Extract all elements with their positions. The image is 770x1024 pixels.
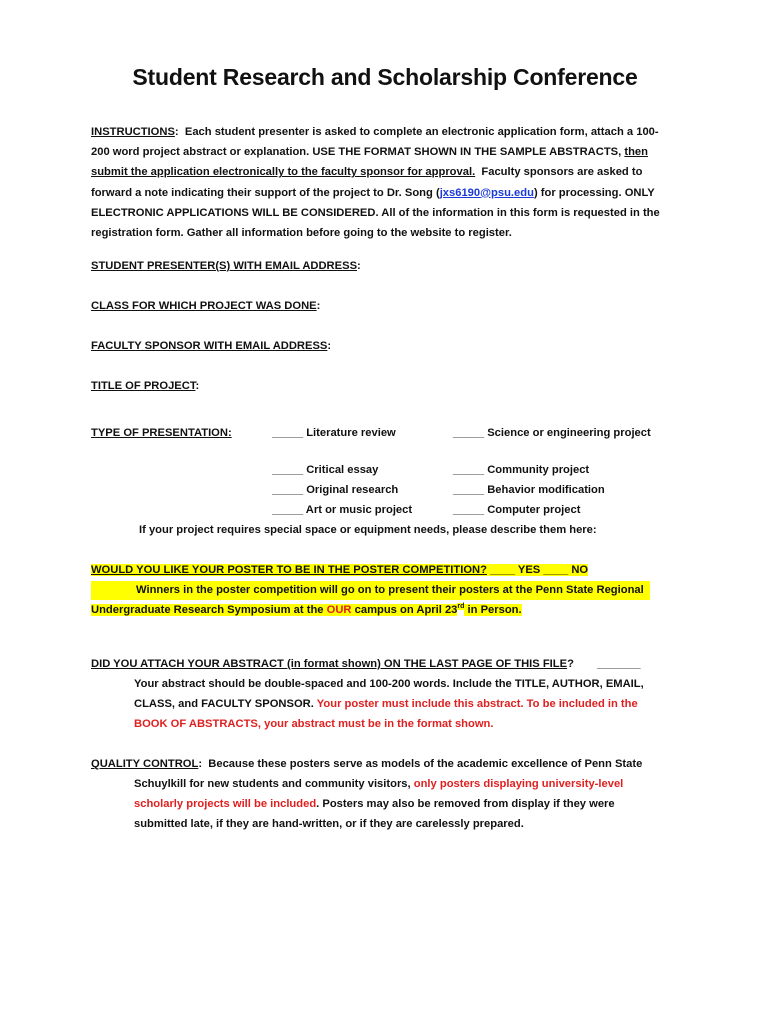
project-title-label-text: TITLE OF PROJECT — [91, 380, 196, 392]
instructions-line4-end: ) for processing. ONLY — [533, 186, 655, 199]
winners-line2-start: Undergraduate Research Symposium at the — [91, 604, 327, 616]
option-original-research[interactable]: _____ Original research — [272, 484, 399, 496]
project-title-field-label — [91, 376, 199, 396]
winners-line2-mid: campus on April 23 — [351, 604, 458, 616]
presenter-field-label — [91, 256, 361, 276]
page-title: Student Research and Scholarship Conference — [132, 64, 638, 90]
instructions-section — [91, 122, 660, 243]
abstract-line3: BOOK OF ABSTRACTS, your abstract must be in the format shown. — [134, 718, 494, 731]
winners-sup: rd — [457, 603, 465, 611]
class-field-label — [91, 296, 320, 316]
sponsor-field-label — [91, 336, 331, 356]
abstract-qmark: ? — [567, 658, 574, 670]
option-science-engineering[interactable]: _____ Science or engineering project — [453, 427, 651, 439]
option-critical-essay[interactable]: _____ Critical essay — [272, 464, 379, 476]
option-behavior-modification[interactable]: _____ Behavior modification — [453, 484, 605, 496]
abstract-line1: Your abstract should be double-spaced and 100-200 words. Include the TITLE, AUTHOR, EMAIL, — [134, 678, 644, 690]
winners-line2-end: in Person. — [464, 604, 522, 616]
instructions-then: then — [624, 146, 648, 159]
sponsor-email-link[interactable]: jxs6190@psu.edu — [439, 186, 534, 199]
option-community-project[interactable]: _____ Community project — [453, 464, 590, 476]
quality-control-row — [91, 754, 642, 774]
presenter-label-text: STUDENT PRESENTER(S) WITH EMAIL ADDRESS — [91, 260, 358, 272]
abstract-question: DID YOU ATTACH YOUR ABSTRACT (in format shown) ON THE LAST PAGE OF THIS FILE — [91, 658, 568, 670]
instructions-line3-underlined: submit the application electronically to the faculty sponsor for approval. — [91, 166, 476, 179]
winners-our: OUR — [326, 604, 352, 616]
instructions-line5: ELECTRONIC APPLICATIONS WILL BE CONSIDERED. All of the information in this form is requested in the — [91, 206, 660, 219]
instructions-line1: Each student presenter is asked to complete an electronic application form, attach a 100- — [184, 126, 659, 138]
poster-competition-question: WOULD YOU LIKE YOUR POSTER TO BE IN THE POSTER COMPETITION? — [91, 564, 487, 576]
quality-line2: Schuylkill for new students and community visitors, — [134, 778, 414, 790]
presentation-type-label: TYPE OF PRESENTATION: — [91, 427, 232, 439]
abstract-line2: CLASS, and FACULTY SPONSOR. — [134, 698, 317, 711]
quality-line3-red: scholarly projects will be included — [134, 798, 317, 811]
option-art-music-project[interactable]: _____ Art or music project — [272, 504, 413, 516]
option-literature-review[interactable]: _____ Literature review — [272, 427, 396, 439]
instructions-line2: 200 word project abstract or explanation. USE THE FORMAT SHOWN IN THE SAMPLE ABSTRACTS, — [91, 146, 622, 159]
project-title-colon: : — [195, 380, 200, 392]
instructions-line4: forward a note indicating their support of the project to Dr. Song ( — [91, 186, 440, 199]
class-label-text: CLASS FOR WHICH PROJECT WAS DONE — [91, 300, 317, 312]
poster-competition-row — [91, 560, 588, 580]
sponsor-colon: : — [327, 340, 332, 352]
quality-control-body — [134, 774, 623, 835]
winners-line1: Winners in the poster competition will go on to present their posters at the Penn State Regional — [136, 584, 644, 596]
quality-line2-red: only posters displaying university-level — [413, 778, 624, 790]
class-colon: : — [316, 300, 321, 312]
quality-control-label: QUALITY CONTROL — [91, 758, 199, 770]
space-needs-note: If your project requires special space or equipment needs, please describe them here: — [139, 524, 597, 536]
instructions-colon: : — [174, 126, 179, 138]
quality-line1: Because these posters serve as models of the academic excellence of Penn State — [208, 758, 643, 770]
sponsor-label-text: FACULTY SPONSOR WITH EMAIL ADDRESS — [91, 340, 328, 352]
abstract-line2-red: Your poster must include this abstract. To be included in the — [316, 698, 638, 711]
abstract-question-row — [91, 654, 574, 674]
quality-line3: . Posters may also be removed from display if they were — [316, 798, 615, 811]
quality-line4: submitted late, if they are hand-written, or if they are carelessly prepared. — [134, 818, 524, 831]
poster-yes-no-blanks[interactable]: ____ YES ____ NO — [490, 564, 589, 576]
abstract-instructions — [134, 674, 644, 735]
presenter-colon: : — [357, 260, 361, 272]
instructions-line3: Faculty sponsors are asked to — [481, 166, 643, 179]
option-computer-project[interactable]: _____ Computer project — [453, 504, 581, 516]
winners-line2 — [91, 600, 522, 620]
instructions-line6: registration form. Gather all information before going to the website to register. — [91, 227, 512, 240]
abstract-attached-blank[interactable]: _______ — [597, 658, 641, 670]
instructions-label: INSTRUCTIONS — [91, 126, 175, 138]
quality-colon: : — [198, 758, 203, 770]
